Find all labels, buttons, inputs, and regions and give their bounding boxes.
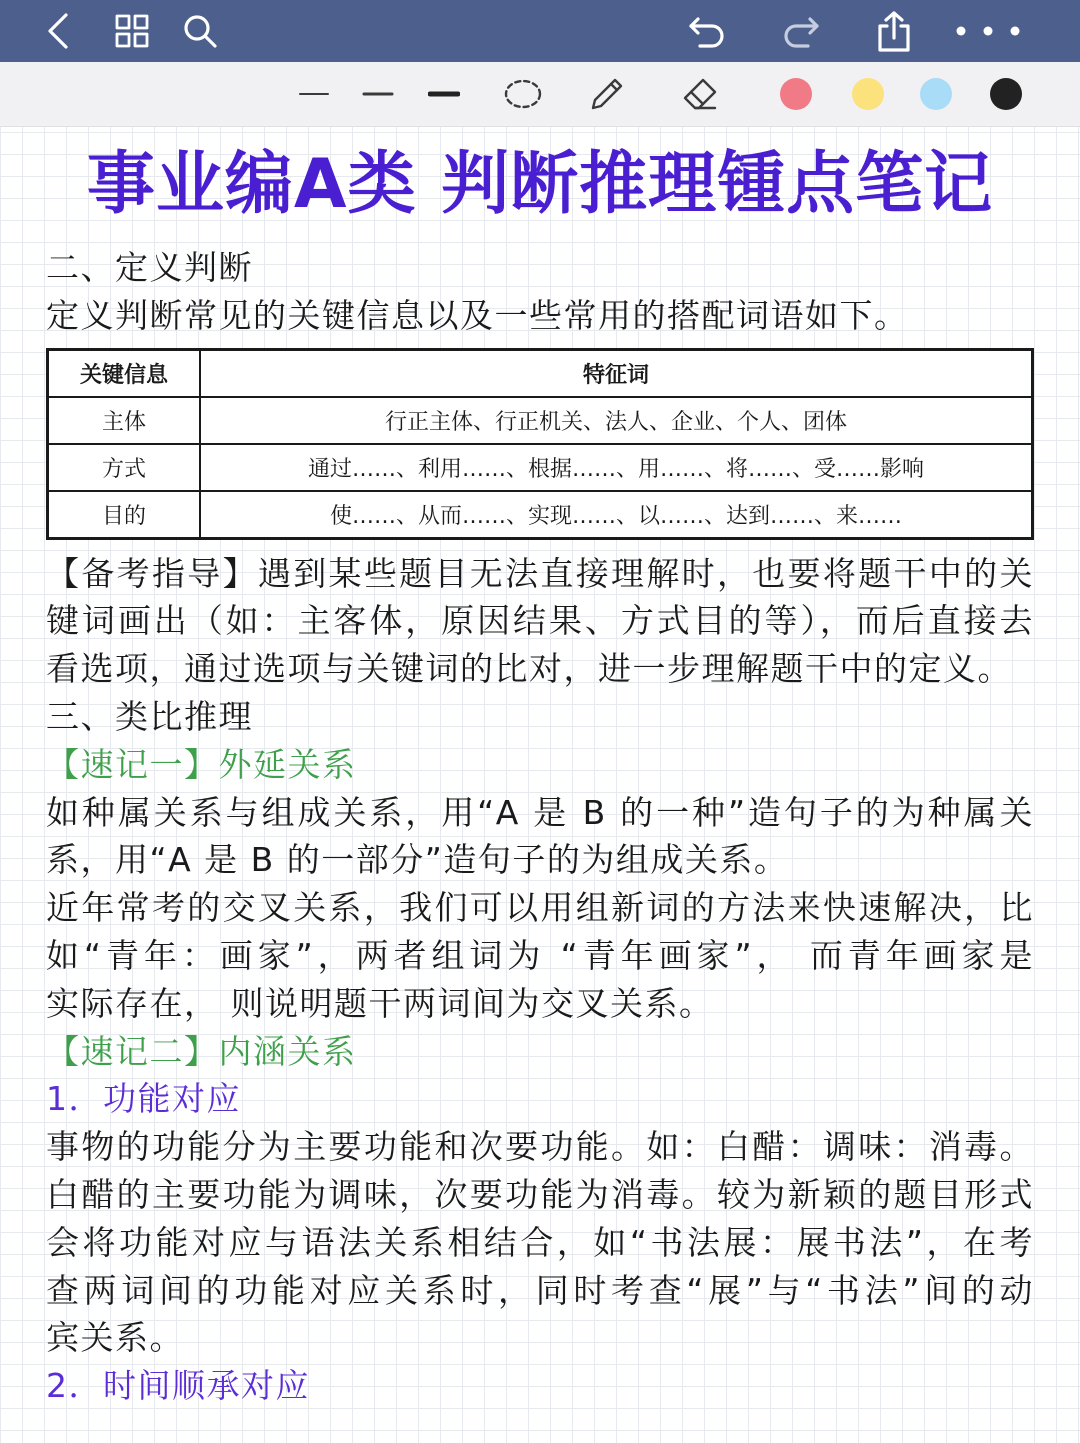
guide-line: 【备考指导】遇到某些题目无法直接理解时，也要将题干中的关	[46, 553, 1034, 593]
tip2-heading: 【速记二】内涵关系	[46, 1031, 357, 1071]
table-cell: 方式	[48, 444, 201, 491]
color-swatch-black-dot	[990, 78, 1022, 110]
sub1-line: 宾关系。	[46, 1318, 184, 1358]
color-swatch-yellow-dot	[852, 78, 884, 110]
table-row	[48, 491, 1033, 539]
color-swatch-blue-dot	[920, 78, 952, 110]
tip1-line: 系，用“A 是 B 的一部分”造句子的为组成关系。	[46, 840, 789, 880]
table-cell: 使……、从而……、实现……、以……、达到……、来……	[200, 491, 1033, 539]
undo-icon[interactable]	[684, 0, 732, 62]
top-navbar	[0, 0, 1080, 62]
table-cell: 主体	[48, 397, 201, 444]
more-icon[interactable]	[948, 0, 1028, 62]
sub1-line: 事物的功能分为主要功能和次要功能。如：白醋：调味：消毒。	[46, 1127, 1034, 1167]
medium-stroke-icon[interactable]	[358, 62, 398, 126]
color-swatch-yellow[interactable]	[850, 62, 886, 126]
guide-line: 看选项，通过选项与关键词的比对，进一步理解题干中的定义。	[46, 649, 1012, 689]
color-swatch-black[interactable]	[988, 62, 1024, 126]
table-row	[48, 444, 1033, 491]
color-swatch-blue[interactable]	[918, 62, 954, 126]
tip1-line: 近年常考的交叉关系，我们可以用组新词的方法来快速解决，比	[46, 888, 1034, 928]
table-cell: 行正主体、行正机关、法人、企业、个人、团体	[200, 397, 1033, 444]
tip1-line: 如种属关系与组成关系，用“A 是 B 的一种”造句子的为种属关	[46, 792, 1034, 832]
section3-heading: 三、类比推理	[46, 696, 253, 736]
table-header-cell: 特征词	[200, 349, 1033, 397]
table-cell: 通过……、利用……、根据……、用……、将……、受……影响	[200, 444, 1033, 491]
table-row	[48, 397, 1033, 444]
section2-intro: 定义判断常见的关键信息以及一些常用的搭配词语如下。	[46, 295, 909, 335]
redo-icon[interactable]	[776, 0, 824, 62]
color-swatch-pink[interactable]	[778, 62, 814, 126]
note-page	[46, 126, 1034, 1410]
share-icon[interactable]	[870, 0, 918, 62]
back-icon[interactable]	[36, 0, 80, 62]
thick-stroke-icon[interactable]	[424, 62, 464, 126]
lasso-icon[interactable]	[500, 62, 546, 126]
section2-heading: 二、定义判断	[46, 248, 253, 287]
sub1-line: 查两词间的功能对应关系时，同时考查“展”与“书法”间的动	[46, 1270, 1034, 1310]
table-header-cell: 关键信息	[48, 349, 201, 397]
drawing-toolbar	[0, 62, 1080, 127]
search-icon[interactable]	[178, 0, 222, 62]
sub1-heading: 1．功能对应	[46, 1079, 241, 1119]
table-cell: 目的	[48, 491, 201, 539]
note-title: 事业编A类 判断推理锺点笔记	[86, 145, 994, 224]
sub1-line: 白醋的主要功能为调味，次要功能为消毒。较为新颖的题目形式	[46, 1174, 1034, 1214]
sub2-heading: 2．时间顺承对应	[46, 1366, 310, 1406]
guide-line: 键词画出（如：主客体，原因结果、方式目的等），而后直接去	[46, 601, 1034, 641]
thin-stroke-icon[interactable]	[294, 62, 334, 126]
keyword-table	[46, 348, 1034, 540]
pen-icon[interactable]	[584, 62, 630, 126]
grid-icon[interactable]	[110, 0, 154, 62]
tip1-line: 如“青年：画家”，两者组词为 “青年画家”， 而青年画家是	[46, 935, 1034, 975]
tip1-line: 实际存在， 则说明题干两词间为交叉关系。	[46, 983, 714, 1023]
eraser-icon[interactable]	[678, 62, 724, 126]
tip1-heading: 【速记一】外延关系	[46, 744, 357, 784]
table-header-row	[48, 349, 1033, 397]
color-swatch-pink-dot	[780, 78, 812, 110]
sub1-line: 会将功能对应与语法关系相结合，如“书法展：展书法”，在考	[46, 1222, 1034, 1262]
